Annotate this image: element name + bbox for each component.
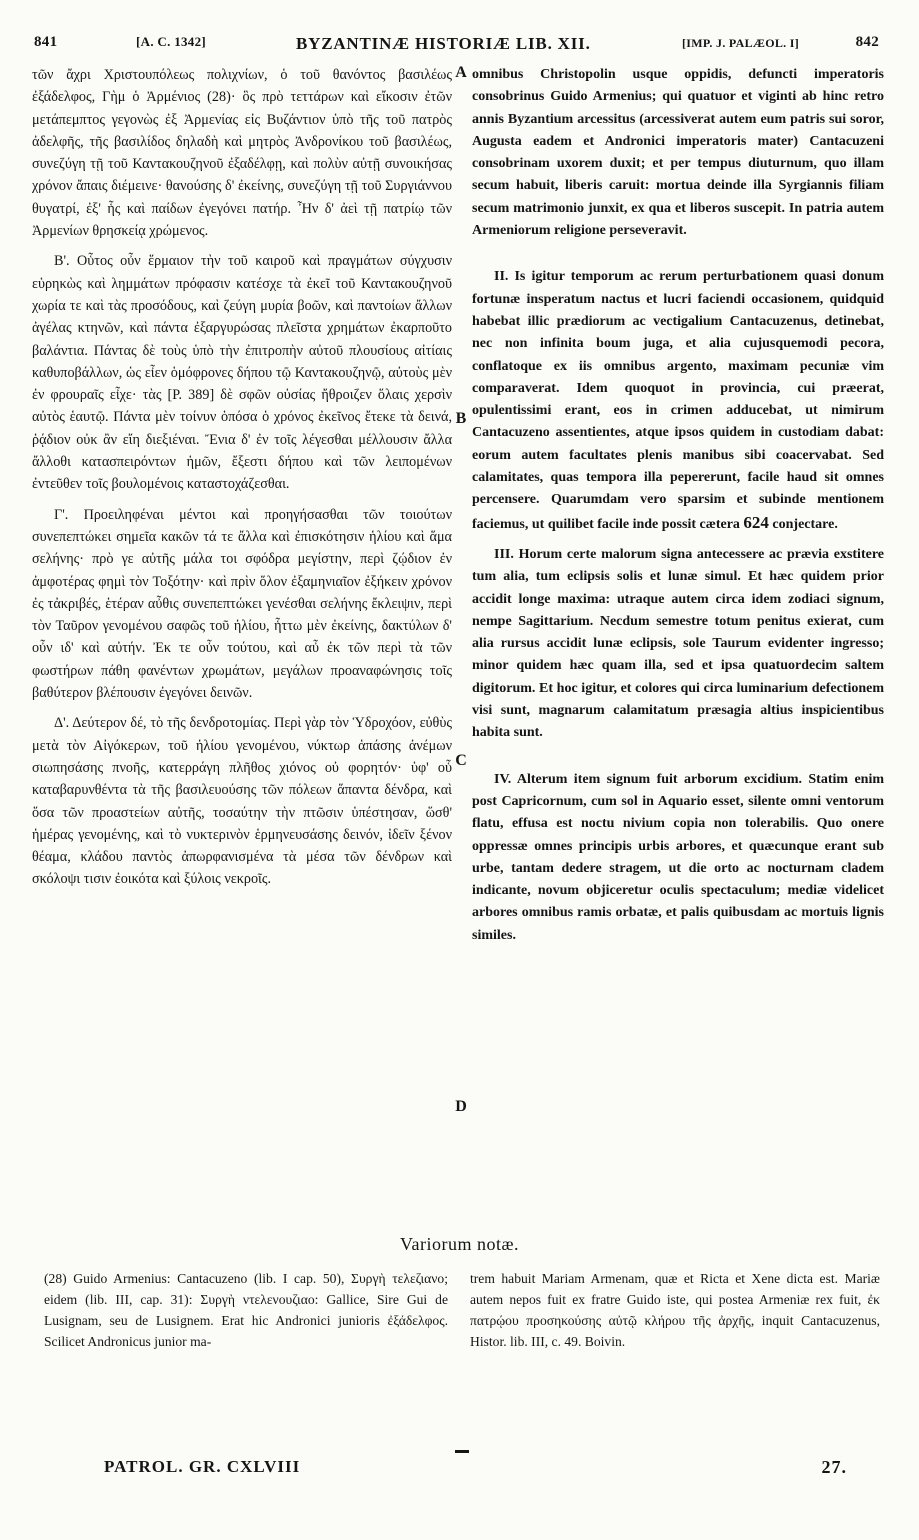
greek-paragraph-4: Δ'. Δεύτερον δέ, τὸ τῆς δενδροτομίας. Περὶ γὰρ τὸν Ὑδροχόον, εὐθὺς μετὰ τὸν Αἰγόκερων, τοῦ ἡλίου γενομένου, νύκτωρ ἁπάσης ἀνέμων σιωπησάσης πνοῆς, κατερράγη πλῆθος χιόνος οὐ φορητόν· ὑφ' οὗ καταβαρυνθέντα τὰ τῆς βασιλευούσης τῶν πόλεων ἅπαντα δένδρα, καὶ ὅσα τῶν προαστείων αὐτῆς, τοσαύτην τὴν πτῶσιν ὑπέστησαν, ὥσθ' ἡμέρας γενομένης, καὶ τὸ νυκτερινὸν ἑρμηνευσάσης δεινόν, ἰδεῖν ξένον θέαμα, κλάδου παντὸς ἀπωρφανισμένα τὰ μέσα τῶν δένδρων καὶ σκόλοψι τισιν ἐοικότα καὶ ξύλοις νεκροῖς. <box>32 715 452 888</box>
running-header <box>34 34 879 58</box>
footnote-right: trem habuit Mariam Armenam, quæ et Ricta et Xene dicta est. Mariæ autem nepos fuit ex fratre Guido iste, qui postea Armeniæ rex fuit, ἐκ πατρῴου προσηκούσης αὐτῷ κλήρου τῆς ἀρχῆς, inquit Cantacuzenus, Histor. lib. III, c. 49. Boivin. <box>470 1271 880 1349</box>
header-emperor: [IMP. J. PALÆOL. I] <box>682 36 800 50</box>
footnote-left: (28) Guido Armenius: Cantacuzeno (lib. I cap. 50), Συργὴ τελεζιανο; eidem (lib. III, cap. 31): Συργὴ ντελενουζιαο: Gallice, Sire Gui de Lusignam, seu de Lusignem. Erat hic Andronici junioris ἐξάδελφος. Scilicet Andronicus junior ma- <box>44 1271 448 1349</box>
latin-paragraph-2-text: II. Is igitur temporum ac rerum perturbationem quasi donum fortunæ insperatum nactus et lucri faciendi occasionem, quidquid habebat illic prædiorum ac vectigalium Cantacuzenus, detinebat, nec non infinita boum juga, et alia cujusquemodi pecora, conflatoque ex iis omnibus argento, maximam pecuniæ vim comparaverat. Idem quoquot in provincia, cui præerat, opulentissimi erant, eos in crimen adducebat, ut nimirum Cantacuzeno assentientes, atque ipsos quidem in custodiam dabat: eorum autem facultates plenis manibus sibi coacervabat. Sed calamitates, quas tempora illa pepererunt, facile haud sit omnes percensere. Quarumdam vero sparsim et subinde mentionem faciemus, ut quilibet facile inde possit cætera <box>472 269 884 532</box>
section-marker-a: A <box>455 64 467 81</box>
latin-paragraph-1: omnibus Christopolin usque oppidis, defuncti imperatoris consobrinus Guido Armenius; qui quatuor et viginti ab hinc retro annis Byzantium arcessitus (arcessiverat autem eum patris sui soror, Augusta eadem et Andronici imperatoris mater) Cantacuzeni consobrinam uxorem duxit; et per tempus diuturnum, quo illam secum habuit, liberis caruit: mortua deinde illa Syrgiannis filiam secum matrimonio junxit, ex qua et liberos suscepit. In patria autem Armeniorum religione perseveravit. <box>472 67 884 239</box>
greek-column <box>32 64 452 891</box>
header-year: [A. C. 1342] <box>136 34 207 49</box>
section-marker-b: B <box>455 410 467 427</box>
divider-rule <box>455 1450 469 1453</box>
latin-paragraph-3: III. Horum certe malorum signa antecessere ac prævia exstitere tum alia, tum eclipsis solis et lunæ simul. Et hæc quidem prior accidit longe maxima: utraque autem circa idem zodiaci signum, nempe Sagittarium. Necdum semestre totum penitus exierat, cum alia rursus accidit lunæ eclipsis, sole Taurum evidenter ingresso; minor quidem hæc quam illa, sed et ipsa quatuordecim saltem digitorum. Et hoc igitur, et colores qui circa luminarium defectionem visi sunt, magnarum calamitatum præsagia altius inspicientibus habita sunt. <box>472 546 884 741</box>
greek-paragraph-1: τῶν ἄχρι Χριστουπόλεως πολιχνίων, ὁ τοῦ θανόντος βασιλέως ἐξάδελφος, Γὴμ ὁ Ἀρμένιος (28)· ὃς πρὸ τεττάρων καὶ εἴκοσιν ἐτῶν μετάπεμπτος γεγονὼς ἐξ Ἀρμενίας εἰς Βυζάντιον ὑπὸ τῆς τοῦ πατρὸς ἀδελφῆς, τῆς βασιλίδος δηλαδὴ καὶ μητρὸς Ἀνδρονίκου τοῦ βασιλέως, συνεζύγη τῇ τοῦ Καντακουζηνοῦ ἐξαδέλφῃ, καὶ πολὺν αὐτῇ συνοικήσας χρόνον ἄπαις διέμεινε· θανούσης δ' ἐκείνης, συνεζύγη τῇ τοῦ Συργιάννου θυγατρί, ἐξ' ἧς καὶ παίδων ἐγεγόνει πατήρ. Ἦν δ' ἀεὶ τῇ πατρίῳ τῶν Ἀρμενίων θρησκείᾳ χρώμενος. <box>32 67 452 240</box>
page-footer <box>104 1457 847 1483</box>
greek-paragraph-2: Β'. Οὗτος οὖν ἕρμαιον τὴν τοῦ καιροῦ καὶ πραγμάτων σύγχυσιν εὑρηκὼς καὶ λημμάτων πρόφασιν κατέσχε τὰ ἐκεῖ τοῦ Καντακουζηνοῦ χωρία τε καὶ τὰς προσόδους, καὶ ζεύγη μυρία βοῶν, καὶ παντοίων ἄλλων ἀγέλας κτηνῶν, καὶ πάντα ἐξαργυρώσας πλεῖστα χρημάτων ἐκαρποῦτο βαλάντια. Πάντας δὲ τοὺς ὑπὸ τὴν ἐπιτροπὴν αὐτοῦ πλουσίους αἰτίαις καθυποβάλλων, ὡς εἶεν ὁμόφρονες δήπου τῷ Καντακουζηνῷ, αὐτοὺς μὲν ἐν φρουραῖς εἶχε· τὰς [P. 389] δὲ σφῶν οὐσίας ἤθροιζεν ὅλαις χερσὶν αὐτὸς ἑαυτῷ. Πάντα μὲν τοίνυν ὁπόσα ὁ χρόνος ἐκεῖνος ἔτεκε τὰ δεινά, ῥᾴδιον οὐκ ἂν εἴη διεξιέναι. Ἔνια δ' ἐν τοῖς λέγεσθαι μέλλουσιν ἄλλα ἄλλοθι κατασπειρόντων ἡμῶν, ἔξεστι δήπου καὶ τῶν λειπομένων ἐντεῦθεν τοῖς βουλομένοις καταστοχάζεσθαι. <box>32 253 452 493</box>
latin-paragraph-2-tail: conjectare. <box>772 516 838 532</box>
notes-heading: Variorum notæ. <box>400 1234 519 1254</box>
inline-page-number: 624 <box>743 512 769 532</box>
latin-paragraph-2 <box>472 266 884 536</box>
section-marker-c: C <box>455 752 467 769</box>
page-number-left: 841 <box>34 34 58 50</box>
section-marker-d: D <box>455 1098 467 1115</box>
footer-volume: PATROL. GR. CXLVIII <box>104 1457 301 1476</box>
greek-paragraph-3: Γ'. Προειληφέναι μέντοι καὶ προηγήσασθαι τῶν τοιούτων συνεπεπτώκει σημεῖα κακῶν τά τε ἄλλα καὶ ἐπισκότησιν ἡλίου καὶ ἅμα σελήνης· πρὸ γε αὐτῆς μάλα τοι σφόδρα μεγίστην, περὶ ζῴδιον ἐν ἀμφοτέρας φημὶ τὸν Τοξότην· καὶ πρὶν ὅλον ἐξαμηνιαῖον ἐξήκειν χρόνον ἐς τἀκριβές, ἑτέραν αὖθις συνεπεπτώκει γενέσθαι σελήνης ἔκλειψιν, περὶ τὸν Ταῦρον γενομένου σαφῶς τοῦ ἡλίου, ἧττω μὲν ἐκείνης, δακτύλων δ' οὖν ιδ' καὶ αὐτήν. Ἐκ τε οὖν τούτου, καὶ αὖ ἐκ τῶν περὶ τὰ τῶν φωστήρων πάθη φανέντων χρωμάτων, μεγάλων προαναφώνησις τοῖς βαθύτερον βλέπουσιν ἐγεγόνει δεινῶν. <box>32 506 452 702</box>
header-title: BYZANTINÆ HISTORIÆ LIB. XII. <box>296 34 591 53</box>
footer-signature: 27. <box>821 1457 847 1477</box>
page-number-right: 842 <box>855 34 879 50</box>
latin-paragraph-4: IV. Alterum item signum fuit arborum excidium. Statim enim post Capricornum, cum sol in Aquario esset, silente omni ventorum flatu, effusa est noctu nivium copia non tolerabilis. Quo onere oppressæ omnes principis urbis arbores, et quæcunque erant sub urbe, tantam dedere stragem, ut die orto ac nocturnam cladem indicante, novum objiceretur oculis spectaculum; mediæ videlicet arbores omnibus ramis orbatæ, et palis quibusdam ac mortuis lignis similes. <box>472 771 884 943</box>
latin-column <box>472 64 884 947</box>
